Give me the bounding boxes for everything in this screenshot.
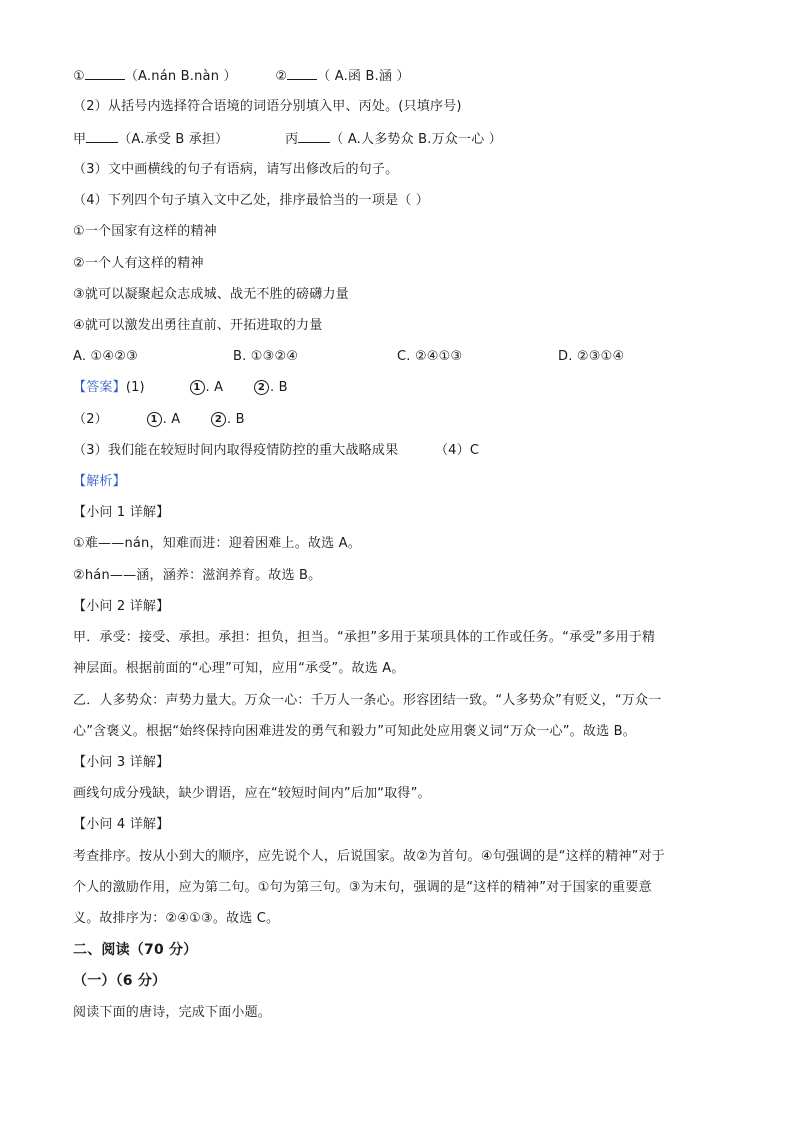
- section2-intro: 阅读下面的唐诗，完成下面小题。: [73, 1005, 272, 1020]
- circled-number-icon: 2: [254, 380, 269, 395]
- sub3-line: 画线句成分残缺，缺少谓语，应在“较短时间内”后加“取得”。: [73, 786, 431, 801]
- q2-bing-label: 丙: [285, 132, 299, 147]
- q4-option-d: D. ②③①④: [558, 349, 625, 364]
- sub4-line: 考查排序。按从小到大的顺序，应先说个人，后说国家。故②为首句。④句强调的是“这样的精神”对于: [73, 849, 665, 864]
- sub2-line: 神层面。根据前面的“心理”可知，应用“承受”。故选 A。: [73, 661, 405, 676]
- answer-label: 【答案】: [73, 380, 126, 395]
- q4-option-c: C. ②④①③: [397, 349, 463, 364]
- q1-item2-options: （ A.函 B.涵 ）: [317, 69, 410, 84]
- q4-option-b: B. ①③②④: [233, 349, 299, 364]
- sub2-line: 乙．人多势众：声势力量大。万众一心：千万人一条心。形容团结一致。“人多势众”有贬义，“万众一: [73, 693, 662, 708]
- answer-1-a: . A: [205, 380, 224, 395]
- q2-jia-blank: [86, 130, 118, 143]
- sub2-line: 甲．承受：接受、承担。承担：担负，担当。“承担”多用于某项具体的工作或任务。“承受”多用于精: [73, 630, 656, 645]
- circled-number-icon: 1: [190, 380, 205, 395]
- q4-sentence: ④就可以激发出勇往直前、开拓进取的力量: [73, 318, 323, 333]
- answer-3-text: （3）我们能在较短时间内取得疫情防控的重大战略成果: [73, 443, 399, 458]
- analysis-label: 【解析】: [73, 474, 126, 489]
- q3-prompt: （3）文中画横线的句子有语病，请写出修改后的句子。: [73, 162, 399, 177]
- sub2-line: 心”含褒义。根据“始终保持向困难进发的勇气和毅力”可知此处应用褒义词“万众一心”。故选 B。: [73, 724, 636, 739]
- sub2-title: 【小问 2 详解】: [73, 599, 170, 614]
- section2-title: 二、阅读（70 分）: [73, 942, 198, 958]
- q1-item1-options: （A.nán B.nàn ）: [124, 69, 237, 84]
- circled-number-icon: 1: [147, 412, 162, 427]
- sub4-line: 个人的激励作用，应为第二句。①句为第三句。③为末句，强调的是“这样的精神”对于国家的重要意: [73, 880, 652, 895]
- q2-bing-options: （ A.人多势众 B.万众一心 ）: [330, 132, 502, 147]
- answer-2-prefix: （2）: [73, 412, 108, 427]
- sub1-line: ②hán——涵，涵养：滋润养育。故选 B。: [73, 568, 322, 583]
- answer-2-b: . B: [227, 412, 245, 427]
- sub1-line: ①难——nán，知难而进：迎着困难上。故选 A。: [73, 536, 361, 551]
- q2-blanks-line: [73, 130, 502, 149]
- answer-2-a: . A: [162, 412, 181, 427]
- q4-option-a: A. ①④②③: [73, 349, 138, 364]
- sub4-title: 【小问 4 详解】: [73, 817, 170, 832]
- answer-line-3: [73, 442, 479, 460]
- q2-bing-blank: [298, 130, 330, 143]
- sub1-title: 【小问 1 详解】: [73, 505, 170, 520]
- answer-1-prefix: (1): [125, 380, 145, 395]
- section2-subtitle: （一）（6 分）: [73, 973, 167, 989]
- answer-line-2: [73, 411, 245, 429]
- q4-sentence: ①一个国家有这样的精神: [73, 224, 217, 239]
- q1-line: [73, 67, 410, 86]
- q1-item2-mark: ②: [275, 69, 288, 84]
- q4-sentence: ②一个人有这样的精神: [73, 256, 204, 271]
- q1-item2-blank: [287, 67, 317, 80]
- answer-line-1: [73, 379, 288, 397]
- sub3-title: 【小问 3 详解】: [73, 755, 170, 770]
- circled-number-icon: 2: [211, 412, 226, 427]
- q4-prompt: （4）下列四个句子填入文中乙处，排序最恰当的一项是（ ）: [73, 193, 430, 208]
- q4-sentence: ③就可以凝聚起众志成城、战无不胜的磅礴力量: [73, 287, 349, 302]
- q2-jia-label: 甲: [73, 132, 87, 147]
- q1-item1-blank: [85, 67, 125, 80]
- sub4-line: 义。故排序为：②④①③。故选 C。: [73, 911, 280, 926]
- q2-prompt: （2）从括号内选择符合语境的词语分别填入甲、丙处。(只填序号): [73, 99, 462, 114]
- answer-4-text: （4）C: [434, 443, 480, 458]
- q2-jia-options: （A.承受 B 承担）: [118, 132, 229, 147]
- q1-item1-mark: ①: [73, 69, 85, 84]
- answer-1-b: . B: [269, 380, 288, 395]
